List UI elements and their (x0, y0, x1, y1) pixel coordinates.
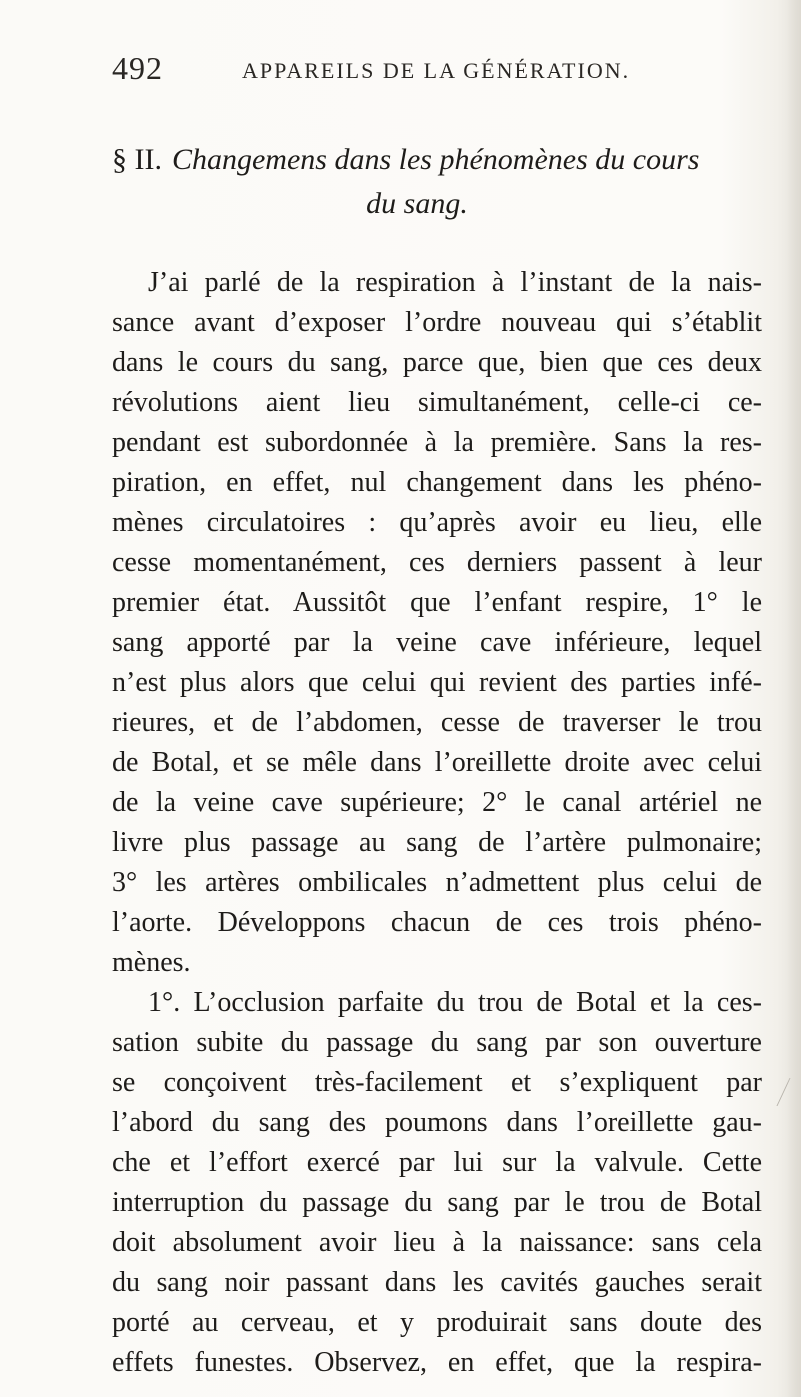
text-line: mènes. (112, 947, 191, 978)
text-line: 3° les artères ombilicales n’admettent plus celui de (112, 867, 762, 898)
text-line: de la veine cave supérieure; 2° le canal artériel ne (112, 787, 762, 818)
text-line: piration, en effet, nul changement dans les phéno- (112, 467, 762, 498)
body-text (112, 263, 762, 1383)
text-line: premier état. Aussitôt que l’enfant respire, 1° le (112, 587, 762, 618)
text-line: J’ai parlé de la respiration à l’instant de la nais- (148, 267, 762, 298)
page-number: 492 (112, 50, 163, 86)
text-line: l’abord du sang des poumons dans l’oreillette gau- (112, 1107, 762, 1138)
text-line: mènes circulatoires : qu’après avoir eu lieu, elle (112, 507, 762, 538)
section-heading (112, 138, 752, 226)
page-header (112, 50, 732, 90)
text-line: du sang noir passant dans les cavités gauches serait (112, 1267, 762, 1298)
section-mark: § II. (112, 143, 162, 176)
text-line: che et l’effort exercé par lui sur la valvule. Cette (112, 1147, 762, 1178)
page-edge-shadow (787, 0, 801, 1397)
text-line: n’est plus alors que celui qui revient des parties infé- (112, 667, 762, 698)
text-line: rieures, et de l’abdomen, cesse de traverser le trou (112, 707, 762, 738)
text-line: dans le cours du sang, parce que, bien que ces deux (112, 347, 762, 378)
paragraph-1 (112, 263, 762, 983)
text-line: 1°. L’occlusion parfaite du trou de Botal et la ces- (148, 987, 762, 1018)
section-title-part-2: du sang. (366, 187, 468, 220)
section-heading-line-1 (112, 138, 752, 182)
text-line: porté au cerveau, et y produirait sans doute des (112, 1307, 762, 1338)
running-title: APPAREILS DE LA GÉNÉRATION. (242, 58, 631, 83)
text-line: révolutions aient lieu simultanément, celle-ci ce- (112, 387, 762, 418)
text-line: sation subite du passage du sang par son ouverture (112, 1027, 762, 1058)
text-line: interruption du passage du sang par le trou de Botal (112, 1187, 762, 1218)
text-line: se conçoivent très-facilement et s’expliquent par (112, 1067, 762, 1098)
text-line: de Botal, et se mêle dans l’oreillette droite avec celui (112, 747, 762, 778)
text-line: effets funestes. Observez, en effet, que la respira- (112, 1347, 762, 1378)
section-title-part-1: Changemens dans les phénomènes du cours (171, 143, 700, 176)
text-line: cesse momentanément, ces derniers passent à leur (112, 547, 762, 578)
text-line: l’aorte. Développons chacun de ces trois phéno- (112, 907, 762, 938)
text-line: sang apporté par la veine cave inférieure, lequel (112, 627, 762, 658)
text-line: pendant est subordonnée à la première. Sans la res- (112, 427, 762, 458)
text-line: sance avant d’exposer l’ordre nouveau qui s’établit (112, 307, 762, 338)
text-line: livre plus passage au sang de l’artère pulmonaire; (112, 827, 762, 858)
paragraph-2 (112, 983, 762, 1383)
text-line: doit absolument avoir lieu à la naissance: sans cela (112, 1227, 762, 1258)
